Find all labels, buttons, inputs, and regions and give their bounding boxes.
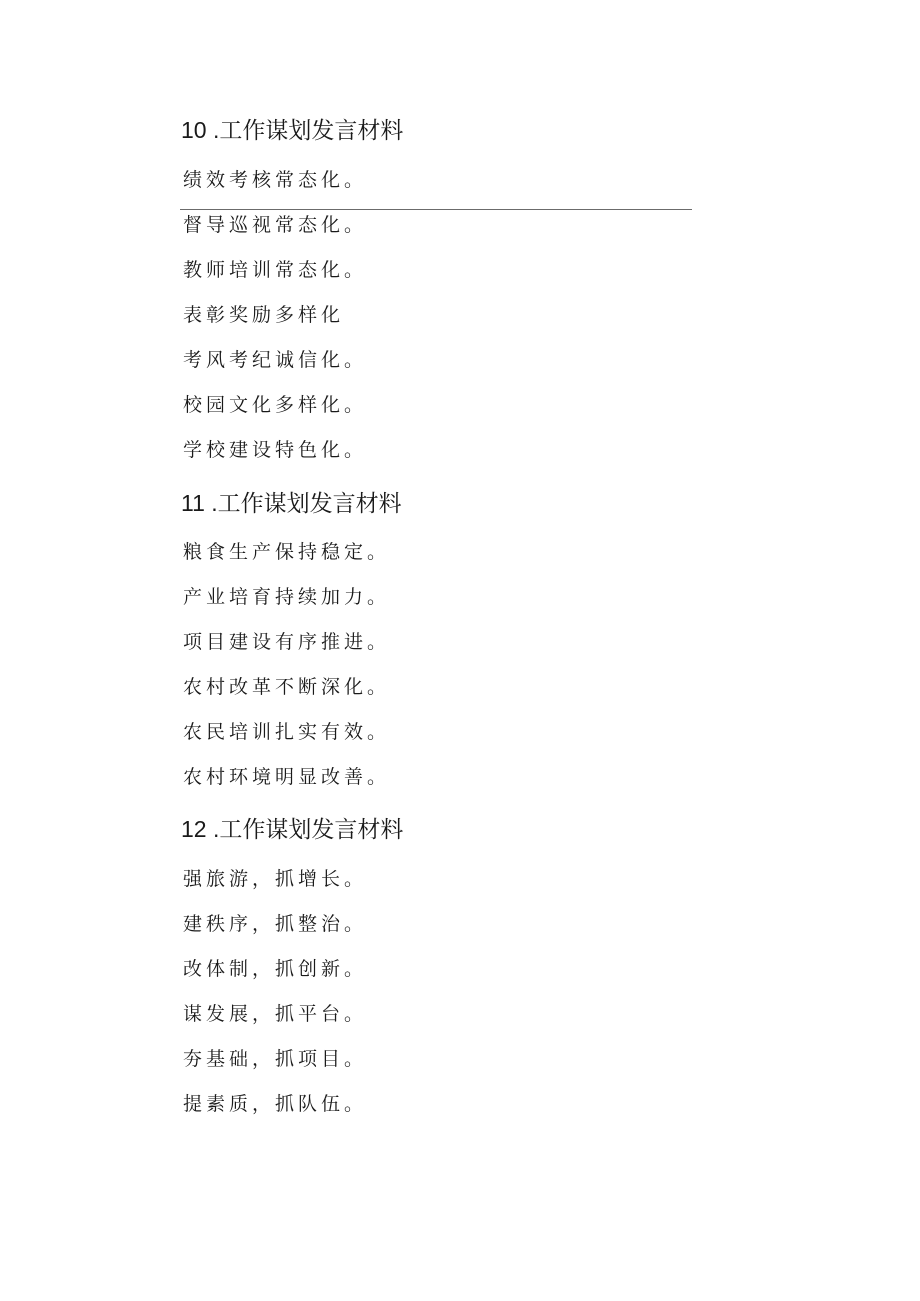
list-item: 粮食生产保持稳定。 <box>183 541 391 563</box>
list-item: 建秩序，抓整治。 <box>183 913 368 935</box>
list-item: 项目建设有序推进。 <box>183 631 391 653</box>
list-item: 农民培训扎实有效。 <box>183 721 391 743</box>
section-heading-12: 12 .工作谋划发言材料 <box>181 816 404 842</box>
list-item: 农村改革不断深化。 <box>183 676 391 698</box>
list-item: 产业培育持续加力。 <box>183 586 391 608</box>
section-heading-11: 11 .工作谋划发言材料 <box>181 490 402 516</box>
list-item: 改体制，抓创新。 <box>183 958 368 980</box>
list-item: 教师培训常态化。 <box>183 259 368 281</box>
section-heading-10: 10 .工作谋划发言材料 <box>181 117 404 143</box>
list-item: 学校建设特色化。 <box>183 439 368 461</box>
list-item: 督导巡视常态化。 <box>183 214 368 236</box>
list-item: 农村环境明显改善。 <box>183 766 391 788</box>
list-item: 提素质，抓队伍。 <box>183 1093 368 1115</box>
list-item: 谋发展，抓平台。 <box>183 1003 368 1025</box>
horizontal-divider <box>180 209 692 210</box>
list-item: 考风考纪诚信化。 <box>183 349 368 371</box>
list-item: 表彰奖励多样化 <box>183 304 345 326</box>
list-item: 绩效考核常态化。 <box>183 169 368 191</box>
list-item: 夯基础，抓项目。 <box>183 1048 368 1070</box>
list-item: 校园文化多样化。 <box>183 394 368 416</box>
list-item: 强旅游，抓增长。 <box>183 868 368 890</box>
